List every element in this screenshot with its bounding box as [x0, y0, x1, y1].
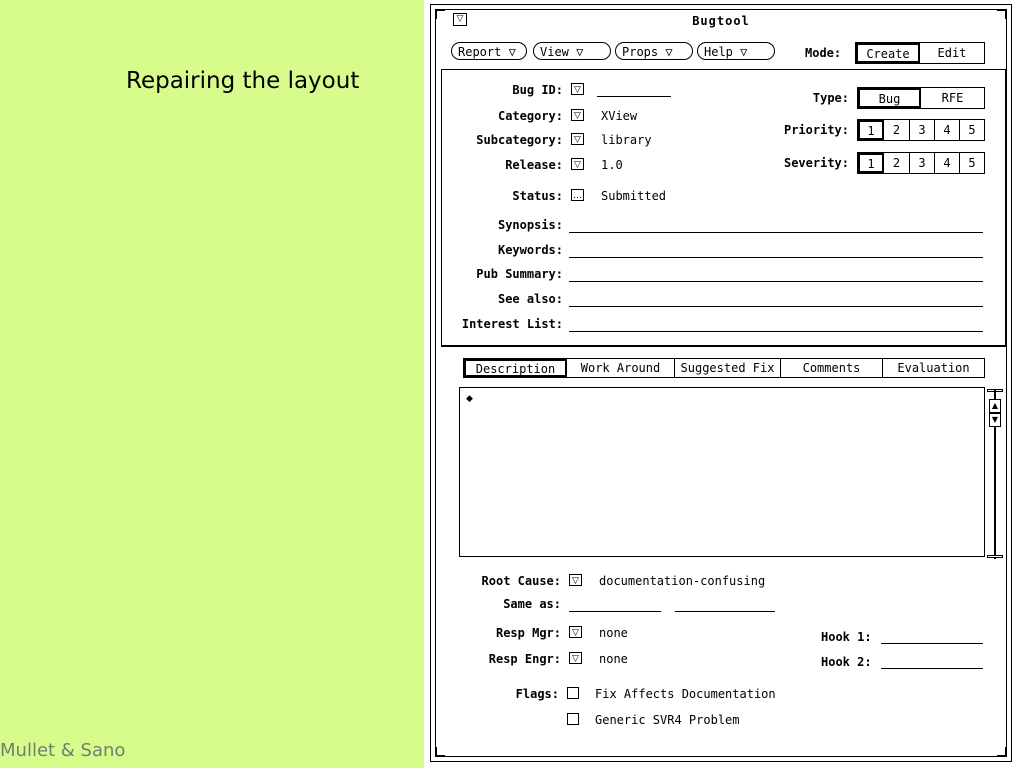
type-bug-option[interactable]: Bug [858, 88, 921, 108]
category-menu-icon[interactable]: ▽ [571, 109, 584, 121]
type-rfe-option[interactable]: RFE [941, 91, 964, 105]
fix-affects-documentation-checkbox[interactable] [567, 687, 579, 699]
resp-engr-menu-icon[interactable]: ▽ [569, 652, 582, 664]
slide-title: Repairing the layout [126, 68, 360, 94]
tab-evaluation[interactable]: Evaluation [897, 361, 970, 375]
mode-label: Mode: [805, 46, 842, 60]
status-value: Submitted [601, 189, 667, 203]
subcategory-value: library [601, 133, 652, 147]
keywords-field[interactable] [569, 257, 983, 258]
resp-mgr-menu-icon[interactable]: ▽ [569, 626, 582, 638]
severity-5-option[interactable]: 5 [968, 156, 976, 170]
category-label: Category: [497, 109, 563, 123]
type-label: Type: [812, 91, 849, 105]
status-more-icon[interactable]: … [573, 191, 582, 201]
priority-4-option[interactable]: 4 [935, 120, 960, 140]
hook2-field[interactable] [881, 668, 983, 669]
root-cause-menu-icon[interactable]: ▽ [569, 574, 582, 586]
priority-2-option[interactable]: 2 [884, 120, 910, 140]
subcategory-label: Subcategory: [476, 133, 563, 147]
priority-5-option[interactable]: 5 [968, 123, 976, 137]
resp-mgr-value: none [599, 626, 628, 640]
mode-selector [855, 42, 985, 64]
priority-label: Priority: [783, 123, 849, 137]
interest-list-field[interactable] [569, 331, 983, 332]
generic-svr4-problem-checkbox[interactable] [567, 713, 579, 725]
release-label: Release: [505, 158, 563, 172]
tab-comments[interactable]: Comments [781, 359, 883, 377]
slide-footer: Mullet & Sano [0, 740, 126, 761]
fix-affects-documentation-label: Fix Affects Documentation [595, 687, 776, 701]
hook1-label: Hook 1: [821, 630, 872, 644]
resp-engr-value: none [599, 652, 628, 666]
synopsis-field[interactable] [569, 232, 983, 233]
mode-edit-option[interactable]: Edit [937, 46, 967, 60]
description-text-area[interactable] [459, 387, 985, 557]
description-scrollbar[interactable] [989, 389, 1001, 559]
bug-id-label: Bug ID: [512, 83, 563, 97]
resize-corner-bottom-left[interactable] [435, 747, 445, 757]
scroll-up-arrow-icon[interactable]: ▲ [989, 399, 1001, 413]
scroll-down-arrow-icon[interactable]: ▼ [989, 413, 1001, 427]
status-label: Status: [512, 189, 563, 203]
keywords-label: Keywords: [497, 243, 563, 257]
bug-id-field[interactable] [597, 96, 671, 97]
flags-label: Flags: [515, 687, 559, 701]
root-cause-value: documentation-confusing [599, 574, 766, 588]
window-menu-icon[interactable]: ▽ [453, 13, 467, 26]
priority-selector [857, 119, 985, 141]
scrollbar-bottom-cap[interactable] [987, 555, 1003, 558]
type-selector [857, 87, 985, 109]
same-as-label: Same as: [503, 597, 561, 611]
see-also-field[interactable] [569, 306, 983, 307]
window-title: Bugtool [692, 14, 750, 28]
severity-label: Severity: [783, 156, 849, 170]
tab-work-around[interactable]: Work Around [567, 359, 675, 377]
severity-selector [857, 152, 985, 174]
description-tabs [463, 358, 985, 378]
slide-background [0, 0, 424, 768]
pub-summary-field[interactable] [569, 281, 983, 282]
bugtool-window [430, 4, 1012, 762]
subcategory-menu-icon[interactable]: ▽ [571, 133, 584, 145]
root-cause-label: Root Cause: [481, 574, 561, 588]
help-menu-button[interactable]: Help ▽ [697, 42, 775, 60]
same-as-field-2[interactable] [675, 611, 775, 612]
release-menu-icon[interactable]: ▽ [571, 158, 584, 170]
report-menu-button[interactable]: Report ▽ [451, 42, 527, 60]
category-value: XView [601, 109, 638, 123]
view-menu-button[interactable]: View ▽ [533, 42, 611, 60]
props-menu-button[interactable]: Props ▽ [615, 42, 693, 60]
resp-engr-label: Resp Engr: [488, 652, 561, 666]
priority-1-option[interactable]: 1 [858, 120, 884, 140]
severity-1-option[interactable]: 1 [858, 153, 884, 173]
resize-corner-bottom-right[interactable] [997, 747, 1007, 757]
text-caret: ◆ [466, 394, 473, 404]
generic-svr4-problem-label: Generic SVR4 Problem [595, 713, 740, 727]
interest-list-label: Interest List: [461, 317, 563, 331]
hook1-field[interactable] [881, 643, 983, 644]
tab-suggested-fix[interactable]: Suggested Fix [675, 359, 781, 377]
synopsis-label: Synopsis: [497, 218, 563, 232]
bug-id-menu-icon[interactable]: ▽ [571, 83, 584, 95]
same-as-field-1[interactable] [569, 611, 661, 612]
severity-2-option[interactable]: 2 [884, 153, 910, 173]
tab-description[interactable]: Description [464, 359, 567, 377]
hook2-label: Hook 2: [821, 655, 872, 669]
resp-mgr-label: Resp Mgr: [495, 626, 561, 640]
mode-create-option[interactable]: Create [856, 43, 920, 63]
severity-4-option[interactable]: 4 [935, 153, 960, 173]
severity-3-option[interactable]: 3 [910, 153, 935, 173]
pub-summary-label: Pub Summary: [476, 267, 563, 281]
see-also-label: See also: [497, 292, 563, 306]
priority-3-option[interactable]: 3 [910, 120, 935, 140]
release-value: 1.0 [601, 158, 623, 172]
